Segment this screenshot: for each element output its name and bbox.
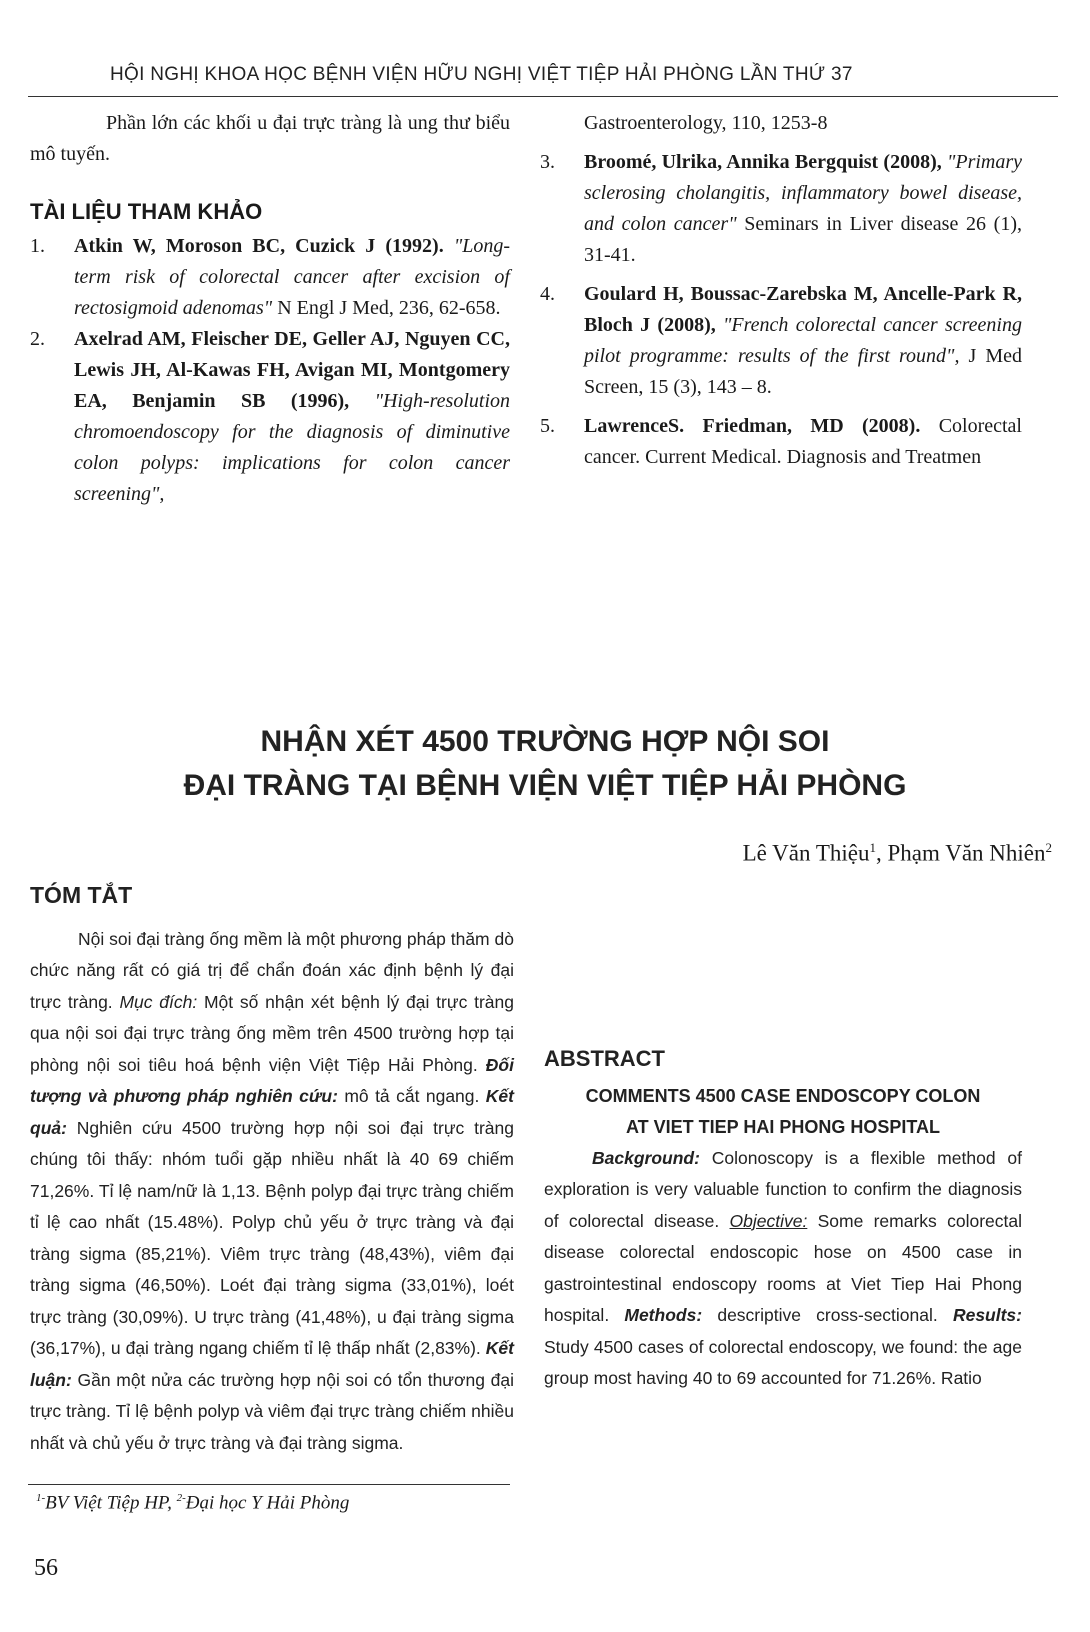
reference-item — [540, 411, 1022, 473]
reference-number: 5. — [540, 415, 555, 437]
reference-number: 2. — [30, 328, 45, 350]
author-name: Phạm Văn Nhiên — [887, 840, 1046, 866]
reference-source: Gastroenterology, 110, 1253-8 — [584, 112, 828, 134]
article-title-line-2: ĐẠI TRÀNG TẠI BỆNH VIỆN VIỆT TIỆP HẢI PHÒNG — [183, 769, 907, 802]
summary-sentence: Nội soi đại tràng ống mềm là một phương pháp thăm dò chức năng rất có giá trị để chẩn đoán xác định bệnh lý đại trực tràng. — [30, 928, 514, 1012]
author-affiliation-mark: 1 — [869, 840, 876, 855]
page-number: 56 — [34, 1555, 58, 1581]
footnote-mark: 2- — [176, 1492, 186, 1504]
abstract-text — [544, 1143, 1022, 1395]
article-title-line-1: NHẬN XÉT 4500 TRƯỜNG HỢP NỘI SOI — [260, 725, 830, 758]
label-results: Results: — [952, 1305, 1022, 1325]
footnote-rule — [28, 1484, 510, 1485]
reference-continuation — [540, 108, 1022, 139]
reference-source: N Engl J Med, 236, 62-658. — [277, 297, 501, 319]
references-heading: TÀI LIỆU THAM KHẢO — [30, 199, 263, 224]
abstract-heading: ABSTRACT — [544, 1046, 665, 1071]
prev-article-left-column — [30, 108, 510, 510]
reference-number: 1. — [30, 235, 45, 257]
reference-authors: Broomé, Ulrika, Annika Bergquist (2008), — [584, 151, 942, 173]
reference-source: Colorectal cancer. Current Medical. Diagnosis and Treatmen — [584, 415, 1022, 468]
label-muc-dich: Mục đích: — [119, 991, 198, 1012]
author-name: Lê Văn Thiệu — [742, 840, 870, 866]
summary-heading: TÓM TẮT — [30, 882, 133, 908]
reference-authors: Atkin W, Moroson BC, Cuzick J (1992). — [74, 235, 444, 257]
reference-authors: LawrenceS. Friedman, MD (2008). — [584, 415, 921, 437]
affiliation-1: BV Việt Tiệp HP, — [45, 1492, 177, 1514]
footnote-mark: 1- — [36, 1492, 46, 1504]
reference-item — [540, 147, 1022, 271]
reference-title: "French colorectal cancer screening pilot programme: results of the first round", — [584, 314, 1022, 367]
author-separator: , — [875, 840, 888, 866]
prev-article-right-column — [540, 108, 1022, 473]
abstract-sentence: Study 4500 cases of colorectal endoscopy, we found: the age group most having 40 to 69 accounted for 71.26%. Ratio — [544, 1336, 1022, 1388]
reference-item — [540, 279, 1022, 403]
label-doi-tuong: Đối tượng và phương pháp nghiên cứu: — [30, 1054, 514, 1106]
abstract-title-line-1: COMMENTS 4500 CASE ENDOSCOPY COLON — [585, 1085, 981, 1106]
label-objective: Objective: — [729, 1210, 808, 1231]
reference-source: Seminars in Liver disease 26 (1), 31-41. — [584, 213, 1022, 266]
abstract-sentence: Colonoscopy is a flexible method of exploration is very valuable function to confirm the diagnosis of colorectal disease. — [544, 1147, 1022, 1231]
summary-sentence: Nghiên cứu 4500 trường hợp nội soi đại trực tràng chúng tôi thấy: nhóm tuổi gặp nhiều nhất là 40 69 chiếm 71,26%. Tỉ lệ nam/nữ là 1,13. Bệnh polyp đại trực tràng chiếm tỉ lệ cao nhất (15.48%). Polyp chủ yếu ở trực tràng và đại tràng sigma (85,21%). Viêm trực tràng (48,43%), viêm đại tràng sigma (46,50%). Loét đại tràng sigma (33,01%), loét trực tràng (30,09%). U trực tràng (41,48%), u đại tràng sigma (36,17%), u đại tràng ngang chiếm tỉ lệ thấp nhất (2,83%). — [30, 1117, 514, 1358]
label-methods: Methods: — [624, 1305, 703, 1325]
reference-authors: Axelrad AM, Fleischer DE, Geller AJ, Nguyen CC, Lewis JH, Al-Kawas FH, Avigan MI, Montgomery EA, Benjamin SB (1996), — [74, 328, 510, 412]
article-title — [60, 720, 1030, 808]
reference-item — [30, 231, 510, 324]
abstract-column — [544, 1043, 1022, 1395]
reference-title: "Primary sclerosing cholangitis, inflammatory bowel disease, and colon cancer" — [584, 151, 1023, 235]
reference-authors: Goulard H, Boussac-Zarebska M, Ancelle-Park R, Bloch J (2008), — [584, 283, 1022, 336]
summary-text — [30, 924, 514, 1460]
author-affiliation-mark: 2 — [1045, 840, 1052, 855]
summary-sentence: Gần một nửa các trường hợp nội soi có tổn thương đại trực tràng. Tỉ lệ bệnh polyp và viêm đại trực tràng chiếm nhiều nhất và chủ yếu ở trực tràng và đại tràng sigma. — [30, 1369, 514, 1453]
reference-source: J Med Screen, 15 (3), 143 – 8. — [584, 345, 1022, 398]
abstract-sentence: descriptive cross-sectional. — [702, 1305, 953, 1325]
summary-sentence: Một số nhận xét bệnh lý đại trực tràng qua nội soi đại trực tràng ống mềm trên 4500 trường hợp tại phòng nội soi tiêu hoá bệnh viện Việt Tiệp Hải Phòng. — [30, 991, 514, 1075]
header-rule — [28, 96, 1058, 97]
label-ket-luan: Kết luận: — [30, 1338, 514, 1390]
summary-sentence: mô tả cắt ngang. — [337, 1086, 486, 1106]
abstract-title-line-2: AT VIET TIEP HAI PHONG HOSPITAL — [625, 1116, 941, 1137]
reference-number: 4. — [540, 283, 555, 305]
abstract-sentence: Some remarks colorectal disease colorectal endoscopic hose on 4500 case in gastrointestinal endoscopy rooms at Viet Tiep Hai Phong hospital. — [544, 1210, 1022, 1325]
reference-number: 3. — [540, 151, 555, 173]
affiliation-2: Đại học Y Hải Phòng — [185, 1492, 350, 1514]
summary-column — [30, 880, 514, 1459]
running-header: HỘI NGHỊ KHOA HỌC BỆNH VIỆN HỮU NGHỊ VIỆT TIỆP HẢI PHÒNG LẦN THỨ 37 — [110, 64, 853, 85]
footnote — [36, 1492, 349, 1514]
reference-title: "Long-term risk of colorectal cancer after excision of rectosigmoid adenomas" — [74, 235, 510, 319]
reference-title: "High-resolution chromoendoscopy for the diagnosis of diminutive colon polyps: implications for colon cancer screening", — [74, 390, 511, 505]
article-authors — [743, 840, 1052, 867]
prev-intro-text: Phần lớn các khối u đại trực tràng là ung thư biểu mô tuyến. — [30, 112, 510, 165]
label-background: Background: — [592, 1147, 700, 1168]
reference-item — [30, 324, 510, 510]
label-ket-qua: Kết quả: — [30, 1086, 514, 1138]
